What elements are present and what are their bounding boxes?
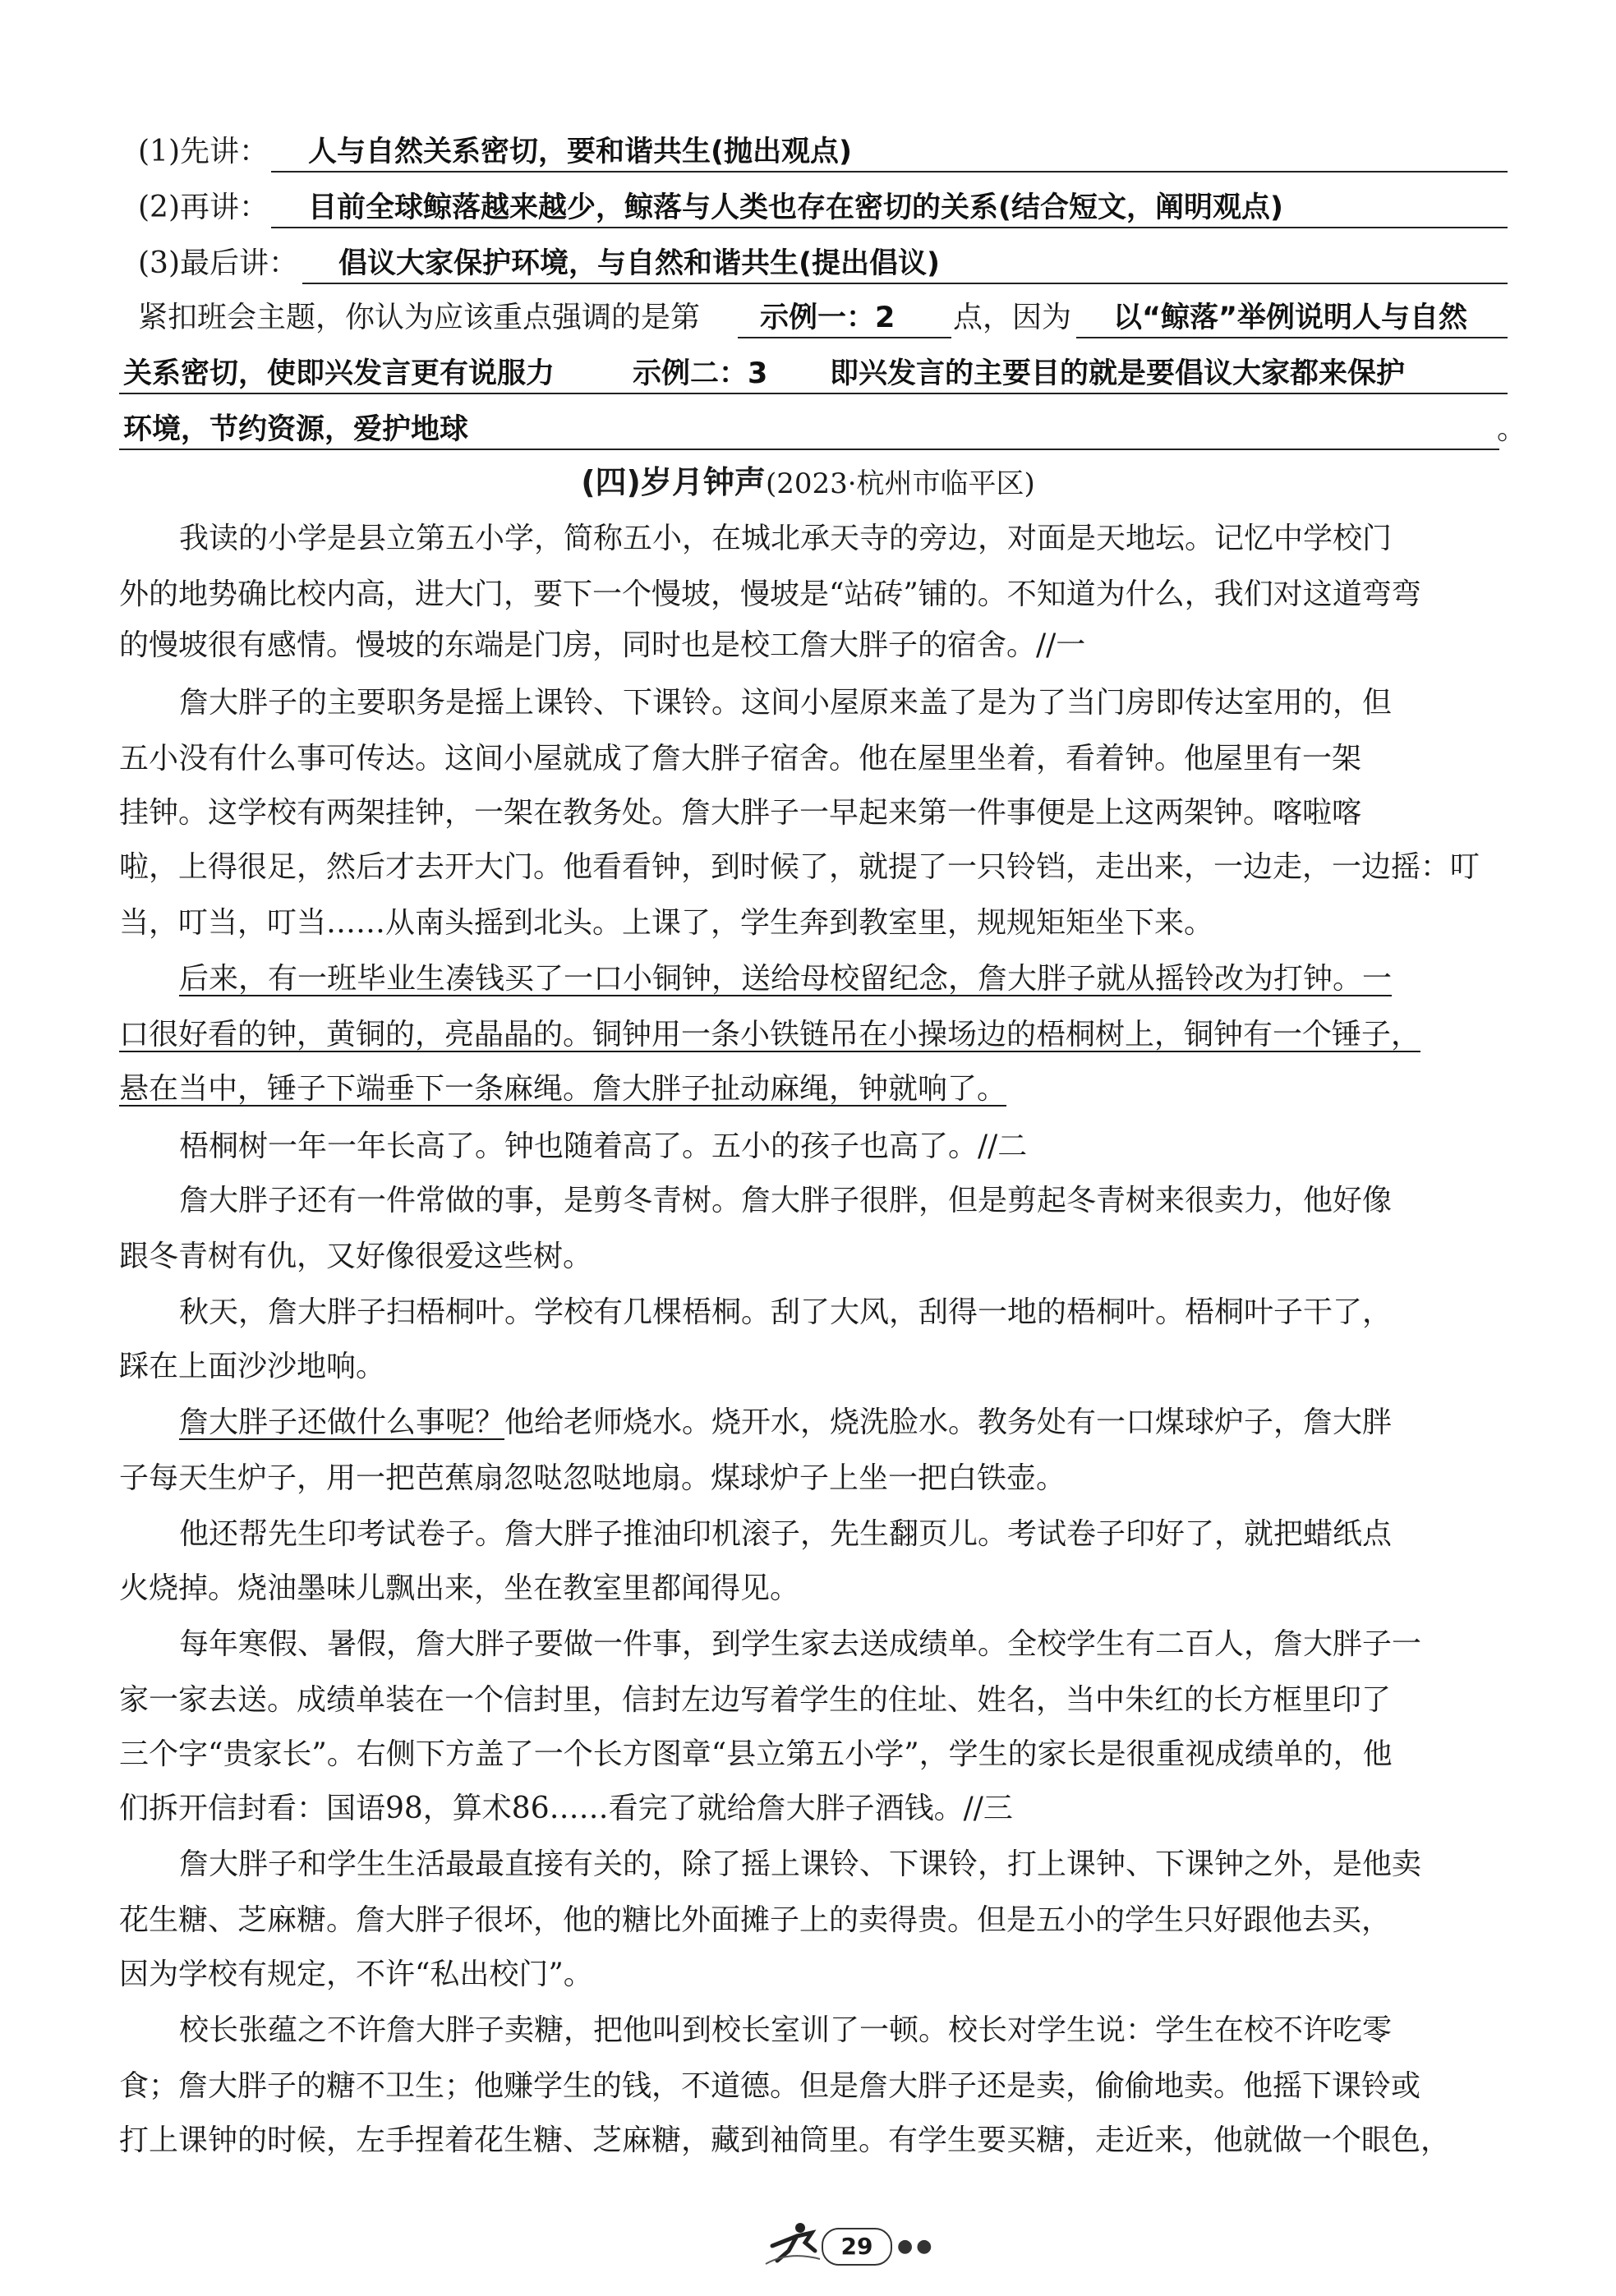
p7-line-1: [179, 1395, 1559, 1451]
question-1-answer: 人与自然关系密切，要和谐共生(抛出观点): [308, 136, 852, 168]
p10-line-2: 花生糖、芝麻糖。詹大胖子很坏，他的糖比外面摊子上的卖得贵。但是五小的学生只好跟他去买，: [119, 1903, 1392, 1937]
p5-line-2: 跟冬青树有仇，又好像很爱这些树。: [119, 1240, 593, 1273]
p10-line-3: 因为学校有规定，不许“私出校门”。: [119, 1958, 593, 1991]
p2-line-4: 啦，上得很足，然后才去开大门。他看看钟，到时候了，就提了一只铃铛，走出来，一边走，一边摇：叮: [119, 850, 1480, 884]
question-3-label: (3)最后讲：: [138, 246, 298, 280]
question-3: [138, 243, 298, 284]
p1-line-1: 我读的小学是县立第五小学，简称五小，在城北承天寺的旁边，对面是天地坛。记忆中学校门: [179, 522, 1393, 555]
p10-line-1: 詹大胖子和学生生活最最直接有关的，除了摇上课铃、下课铃，打上课钟、下课钟之外，是他卖: [179, 1847, 1422, 1881]
question-1-label: (1)先讲：: [138, 135, 269, 168]
p11-line-3: 打上课钟的时候，左手捏着花生糖、芝麻糖，藏到袖筒里。有学生要买糖，走近来，他就做一个眼色，: [119, 2123, 1451, 2157]
question-1: [138, 131, 269, 173]
p2-line-3: 挂钟。这学校有两架挂钟，一架在教务处。詹大胖子一早起来第一件事便是上这两架钟。喀啦喀: [119, 796, 1362, 830]
question-4-reason-4: 环境，节约资源，爱护地球: [123, 413, 469, 446]
p8-line-1: 他还帮先生印考试卷子。詹大胖子推油印机滚子，先生翻页儿。考试卷子印好了，就把蜡纸点: [179, 1517, 1393, 1551]
question-3-answer: 倡议大家保护环境，与自然和谐共生(提出倡议): [338, 247, 940, 280]
p3-line-3: 悬在当中，锤子下端垂下一条麻绳。詹大胖子扯动麻绳，钟就响了。: [119, 1072, 1007, 1106]
question-4-end: 。: [1497, 412, 1527, 446]
p8-line-2: 火烧掉。烧油墨味儿飘出来，坐在教室里都闻得见。: [119, 1571, 800, 1605]
question-2-label: (2)再讲：: [138, 191, 269, 224]
p6-line-2: 踩在上面沙沙地响。: [119, 1350, 386, 1383]
p4-line-1: 梧桐树一年一年长高了。钟也随着高了。五小的孩子也高了。//二: [179, 1130, 1028, 1163]
question-2-answer: 目前全球鲸落越来越少，鲸落与人类也存在密切的关系(结合短文，阐明观点): [308, 191, 1283, 224]
p1-line-2: 外的地势确比校内高，进大门，要下一个慢坡，慢坡是“站砖”铺的。不知道为什么，我们对这道弯弯: [119, 577, 1421, 611]
question-4-point: 示例一：2: [760, 301, 895, 334]
p11-line-1: 校长张蕴之不许詹大胖子卖糖，把他叫到校长室训了一顿。校长对学生说：学生在校不许吃零: [179, 2013, 1393, 2047]
question-2: [138, 187, 269, 228]
p3-line-2: 口很好看的钟，黄铜的，亮晶晶的。铜钟用一条小铁链吊在小操场边的梧桐树上，铜钟有一个锤子，: [119, 1018, 1421, 1051]
p2-line-2: 五小没有什么事可传达。这间小屋就成了詹大胖子宿舍。他在屋里坐着，看着钟。他屋里有一架: [119, 742, 1362, 775]
page-number: 29: [822, 2228, 892, 2266]
footer-dots: ●●: [897, 2236, 936, 2257]
section-title-main: (四)岁月钟声: [581, 464, 766, 500]
p11-line-2: 食；詹大胖子的糖不卫生；他赚学生的钱，不道德。但是詹大胖子还是卖，偷偷地卖。他摇下课铃或: [119, 2069, 1421, 2103]
p2-line-5: 当，叮当，叮当……从南头摇到北头。上课了，学生奔到教室里，规规矩矩坐下来。: [119, 906, 1214, 940]
p9-line-3: 三个字“贵家长”。右侧下方盖了一个长方图章“县立第五小学”，学生的家长是很重视成绩单的，他: [119, 1737, 1393, 1771]
p5-line-1: 詹大胖子还有一件常做的事，是剪冬青树。詹大胖子很胖，但是剪起冬青树来很卖力，他好像: [179, 1184, 1393, 1217]
p1-line-3: 的慢坡很有感情。慢坡的东端是门房，同时也是校工詹大胖子的宿舍。//一: [119, 628, 1086, 662]
p7-line-1-rest: 他给老师烧水。烧开水，烧洗脸水。教务处有一口煤球炉子，詹大胖: [504, 1406, 1393, 1439]
question-4-mid: 点，因为: [953, 301, 1072, 334]
question-4-example-2: 示例二：3: [633, 357, 768, 390]
p9-line-2: 家一家去送。成绩单装在一个信封里，信封左边写着学生的住址、姓名，当中朱红的长方框里印了: [119, 1683, 1392, 1717]
question-4-reason-2: 关系密切，使即兴发言更有说服力: [123, 357, 555, 390]
question-4-prefix: 紧扣班会主题，你认为应该重点强调的是第: [138, 301, 701, 334]
section-title: [0, 460, 1616, 506]
p2-line-1: 詹大胖子的主要职务是摇上课铃、下课铃。这间小屋原来盖了是为了当门房即传达室用的，但: [179, 686, 1393, 720]
p9-line-4: 们拆开信封看：国语98，算术86……看完了就给詹大胖子酒钱。//三: [119, 1792, 1013, 1825]
p7-line-2: 子每天生炉子，用一把芭蕉扇忽哒忽哒地扇。煤球炉子上坐一把白铁壶。: [119, 1461, 1066, 1495]
p3-line-1: 后来，有一班毕业生凑钱买了一口小铜钟，送给母校留纪念，詹大胖子就从摇铃改为打钟。一: [179, 962, 1393, 996]
p9-line-1: 每年寒假、暑假，詹大胖子要做一件事，到学生家去送成绩单。全校学生有二百人，詹大胖子一: [179, 1627, 1422, 1661]
question-4-reason-3: 即兴发言的主要目的就是要倡议大家都来保护: [830, 357, 1406, 390]
p7-question-underlined: 詹大胖子还做什么事呢？: [179, 1406, 505, 1439]
question-4-reason-1: 以“鲸落”举例说明人与自然: [1113, 301, 1468, 334]
section-source: (2023·杭州市临平区): [765, 467, 1035, 500]
runner-logo-icon: [764, 2218, 823, 2267]
p6-line-1: 秋天，詹大胖子扫梧桐叶。学校有几棵梧桐。刮了大风，刮得一地的梧桐叶。梧桐叶子干了，: [179, 1295, 1393, 1329]
